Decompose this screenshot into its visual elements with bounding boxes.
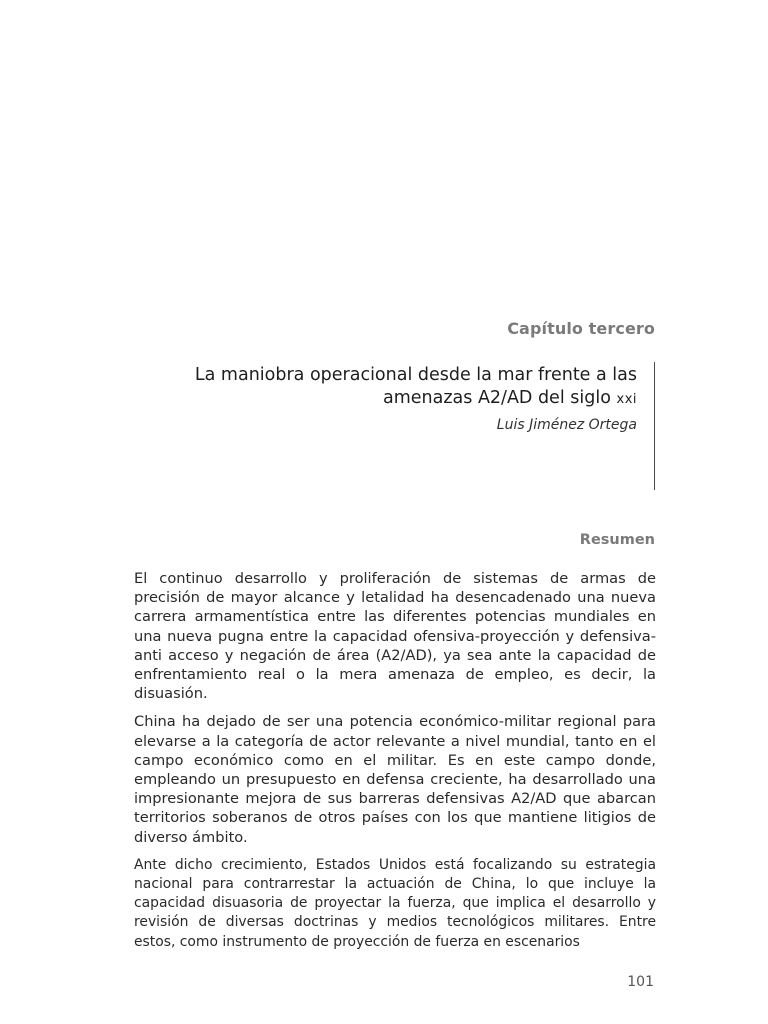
summary-paragraph-1: El continuo desarrollo y proliferación de sistemas de armas de precisión de mayor alcance y letalidad ha desencadenado una nueva carrera armamentística entre las diferentes potencias mundiales en una nueva pugna entre la capacidad ofensiva-proyección y defensiva-anti acceso y negación de área (A2/AD), ya sea ante la capacidad de enfrentamiento real o la mera amenaza de empleo, es decir, la disuasión.: [134, 570, 656, 703]
summary-paragraph-2: China ha dejado de ser una potencia económico-militar regional para elevarse a la categoría de actor relevante a nivel mundial, tanto en el campo económico como en el militar. Es en este campo donde, empleando un presupuesto en defensa creciente, ha desarrollado una impresionante mejora de sus barreras defensivas A2/AD que abarcan territorios soberanos de otros países con los que mantiene litigios de diverso ámbito.: [134, 713, 656, 846]
page-number: 101: [627, 974, 654, 990]
title-side-rule: [654, 362, 655, 490]
chapter-title-main: La maniobra operacional desde la mar frente a las amenazas A2/AD del siglo: [194, 365, 637, 408]
summary-paragraph-3: Ante dicho crecimiento, Estados Unidos está focalizando su estrategia nacional para contrarrestar la actuación de China, lo que incluye la capacidad disuasoria de proyectar la fuerza, que implica el desarrollo y revisión de diversas doctrinas y medios tecnológicos militares. Entre estos, como instrumento de proyección de fuerza en escenarios: [134, 856, 656, 950]
chapter-title-block: [160, 364, 637, 433]
chapter-title: [160, 364, 637, 411]
author-name: Luis Jiménez Ortega: [496, 417, 637, 433]
chapter-title-century: xxi: [616, 392, 637, 407]
summary-body: [134, 569, 656, 961]
summary-heading: Resumen: [579, 532, 655, 548]
chapter-label: Capítulo tercero: [507, 319, 655, 338]
